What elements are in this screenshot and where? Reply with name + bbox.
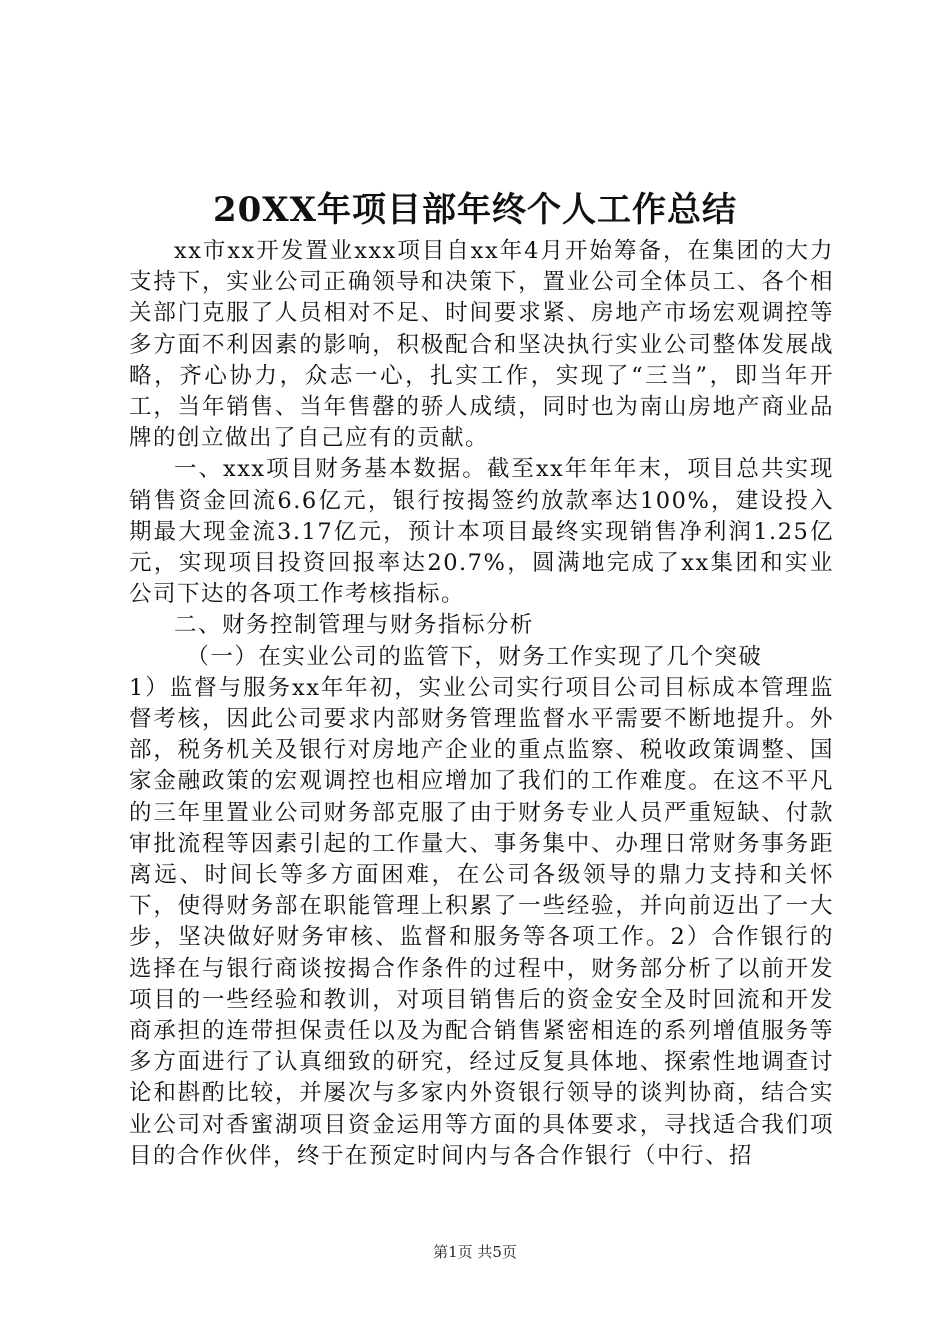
page-footer: 第1页 共5页: [433, 1243, 517, 1261]
document-body: [129, 236, 834, 1172]
paragraph-financial-data: 一、xxx项目财务基本数据。截至xx年年年末，项目总共实现销售资金回流6.6亿元，银行按揭签约放款率达100%，建设投入期最大现金流3.17亿元，预计本项目最终实现销售净利润1.25亿元，实现项目投资回报率达20.7%，圆满地完成了xx集团和实业公司下达的各项工作考核指标。: [129, 456, 834, 608]
section-heading-financial-control: 二、财务控制管理与财务指标分析: [174, 612, 535, 639]
document-title: 20XX年项目部年终个人工作总结: [212, 190, 738, 230]
paragraph-intro: xx市xx开发置业xxx项目自xx年4月开始筹备，在集团的大力支持下，实业公司正确领导和决策下，置业公司全体员工、各个相关部门克服了人员相对不足、时间要求紧、房地产市场宏观调控等多方面不利因素的影响，积极配合和坚决执行实业公司整体发展战略，齐心协力，众志一心，扎实工作，实现了“三当”，即当年开工，当年销售、当年售罄的骄人成绩，同时也为南山房地产商业品牌的创立做出了自己应有的贡献。: [129, 238, 834, 452]
subsection-heading-breakthroughs: （一）在实业公司的监管下，财务工作实现了几个突破: [186, 643, 763, 670]
paragraph-supervision-and-banks: 1）监督与服务xx年年初，实业公司实行项目公司目标成本管理监督考核，因此公司要求内部财务管理监督水平需要不断地提升。外部，税务机关及银行对房地产企业的重点监察、税收政策调整、国家金融政策的宏观调控也相应增加了我们的工作难度。在这不平凡的三年里置业公司财务部克服了由于财务专业人员严重短缺、付款审批流程等因素引起的工作量大、事务集中、办理日常财务事务距离远、时间长等多方面困难，在公司各级领导的鼎力支持和关怀下，使得财务部在职能管理上积累了一些经验，并向前迈出了一大步，坚决做好财务审核、监督和服务等各项工作。2）合作银行的选择在与银行商谈按揭合作条件的过程中，财务部分析了以前开发项目的一些经验和教训，对项目销售后的资金安全及时回流和开发商承担的连带担保责任以及为配合销售紧密相连的系列增值服务等多方面进行了认真细致的研究，经过反复具体地、探索性地调查讨论和斟酌比较，并屡次与多家内外资银行领导的谈判协商，结合实业公司对香蜜湖项目资金运用等方面的具体要求，寻找适合我们项目的合作伙伴，终于在预定时间内与各合作银行（中行、招: [129, 674, 834, 1169]
